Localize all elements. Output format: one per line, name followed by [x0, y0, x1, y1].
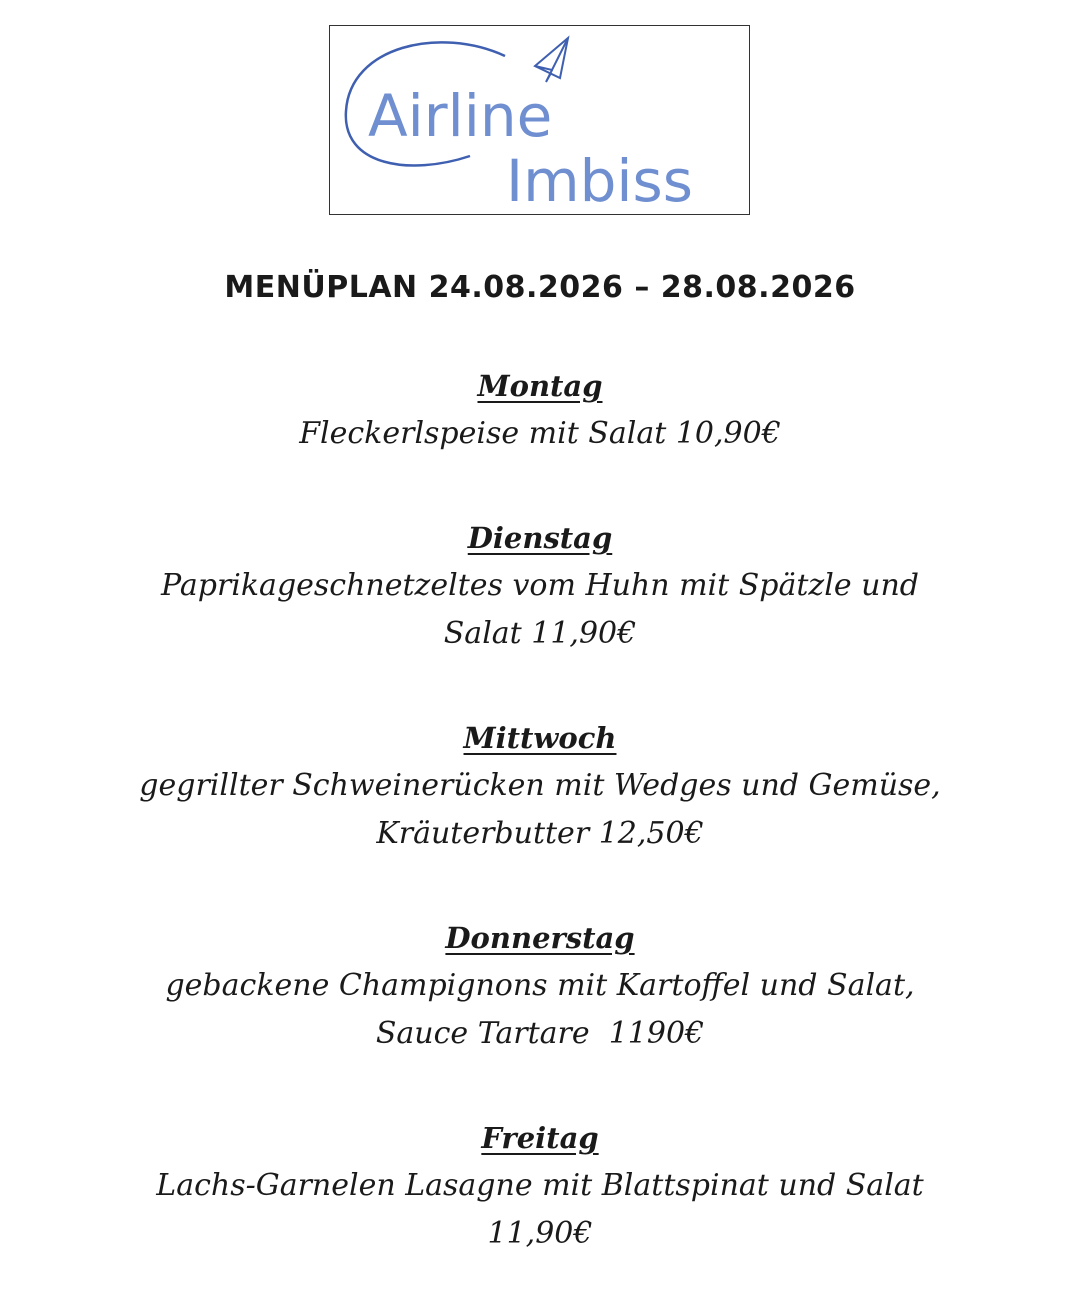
dish-line: Kräuterbutter 12,50€	[376, 816, 704, 851]
dish-line: Fleckerlspeise mit Salat 10,90€	[299, 416, 781, 451]
day-thursday	[60, 914, 1020, 1058]
day-tuesday	[60, 514, 1020, 658]
logo-line2: Imbiss	[506, 147, 693, 215]
dish-line: gebackene Champignons mit Kartoffel und Salat,	[165, 968, 915, 1003]
day-name: Freitag	[481, 1121, 599, 1155]
airline-imbiss-logo	[330, 26, 751, 216]
paper-plane-icon	[535, 38, 568, 82]
logo-line1: Airline	[368, 82, 553, 150]
day-name: Dienstag	[467, 521, 613, 555]
page-title: MENÜPLAN 24.08.2026 – 28.08.2026	[224, 270, 856, 305]
dish-line: Lachs-Garnelen Lasagne mit Blattspinat und Salat	[156, 1168, 924, 1203]
dish-line: Sauce Tartare 1190€	[375, 1016, 705, 1051]
dish-line: Salat 11,90€	[443, 616, 637, 651]
day-monday	[60, 362, 1020, 458]
dish-line: Paprikageschnetzeltes vom Huhn mit Spätzle und	[161, 568, 919, 603]
logo	[329, 25, 750, 215]
dish-line: gegrillter Schweinerücken mit Wedges und Gemüse,	[139, 768, 941, 803]
day-name: Montag	[477, 369, 603, 403]
day-wednesday	[60, 714, 1020, 858]
day-friday	[60, 1114, 1020, 1258]
weekly-menu	[60, 362, 1020, 1258]
day-name: Mittwoch	[463, 721, 617, 755]
dish-line: 11,90€	[487, 1216, 593, 1251]
day-name: Donnerstag	[445, 921, 635, 955]
